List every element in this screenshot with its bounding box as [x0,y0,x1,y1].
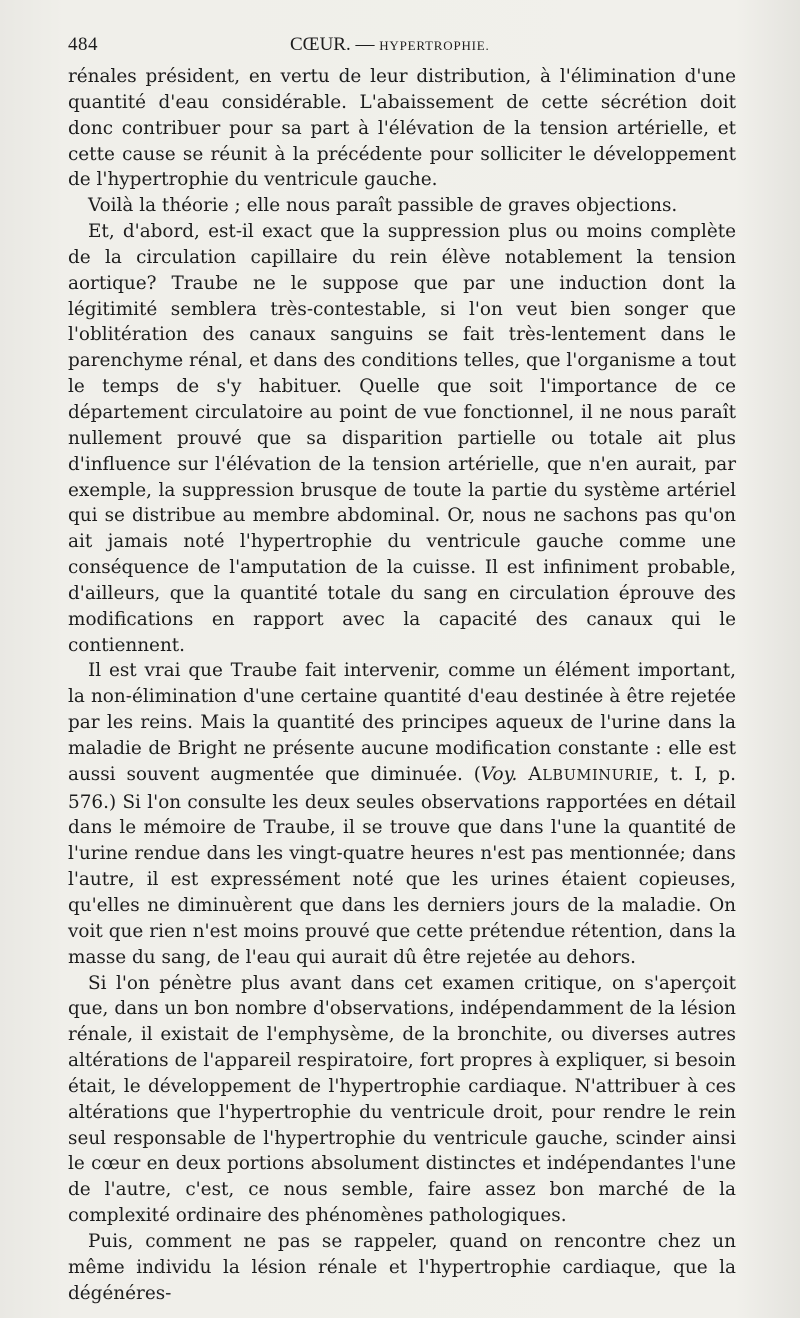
paragraph [68,193,736,219]
paragraph-text: Il est vrai que Traube fait intervenir, comme un élément important, la non-élimination d'une certaine quantité d'eau destinée à être rejetée par les reins. Mais la quantité des principes aqueux de l'urine dans la maladie de Bright ne présente aucune modification constante : elle est aussi souvent augmentée que diminuée. ( [68,660,736,785]
running-title [290,34,490,56]
paragraph-text [517,764,528,785]
running-title-separator: — [355,34,375,55]
cross-reference: ALBUMINURIE [528,763,654,785]
citation-voy: Voy. [480,763,518,785]
paragraph-text: Voilà la théorie ; elle nous paraît passible de graves objections. [88,195,678,217]
paragraph-text: rénales président, en vertu de leur distribution, à l'élimination d'une quantité d'eau considérable. L'abaissement de cette sécrétion doit donc contribuer pour sa part à l'élévation de la tension artérielle, et cette cause se réunit à la précédente pour solliciter le développement de l'hypertrophie du ventricule gauche. [68,66,736,191]
paragraph [68,1229,736,1307]
running-header [68,30,734,60]
page-number: 484 [68,34,98,55]
running-title-main: CŒUR. [290,34,351,55]
running-title-sub: HYPERTROPHIE. [379,38,490,53]
paragraph-text: , t. I, p. 576.) Si l'on consulte les deux seules observations rapportées en détail dans le mémoire de Traube, il se trouve que dans l'une la quantité de l'urine rendue dans les vingt-quatre heures n'est pas mentionnée; dans l'autre, il est expressément noté que les urines étaient copieuses, qu'elles ne diminuèrent que dans les derniers jours de la maladie. On voit que rien n'est moins prouvé que cette prétendue rétention, dans la masse du sang, de l'eau qui aurait dû être rejetée au dehors. [68,763,736,968]
paragraph-continued [68,64,736,193]
paragraph [68,658,736,970]
paragraph-text: Et, d'abord, est-il exact que la suppression plus ou moins complète de la circulation capillaire du rein élève notablement la tension aortique? Traube ne le suppose que par une induction dont la légitimité semblera très-contestable, si l'on veut bien songer que l'oblitération des canaux sanguins se fait très-lentement dans le parenchyme rénal, et dans des conditions telles, que l'organisme a tout le temps de s'y habituer. Quelle que soit l'importance de ce département circulatoire au point de vue fonctionnel, il ne nous paraît nullement prouvé que sa disparition partielle ou totale ait plus d'influence sur l'élévation de la tension artérielle, que n'en aurait, par exemple, la suppression brusque de toute la partie du système artériel qui se distribue au membre abdominal. Or, nous ne sachons pas qu'on ait jamais noté l'hypertrophie du ventricule gauche comme une conséquence de l'amputation de la cuisse. Il est infiniment probable, d'ailleurs, que la quantité totale du sang en circulation éprouve des modifications en rapport avec la capacité des canaux qui le contiennent. [68,221,736,656]
paragraph [68,971,736,1229]
paragraph [68,219,736,658]
paragraph-text: Puis, comment ne pas se rappeler, quand on rencontre chez un même individu la lésion rénale et l'hypertrophie cardiaque, que la dégénéres- [68,1230,736,1304]
body-text [68,64,736,1307]
paragraph-text: Si l'on pénètre plus avant dans cet examen critique, on s'aperçoit que, dans un bon nombre d'observations, indépendamment de la lésion rénale, il existait de l'emphysème, de la bronchite, ou diverses autres altérations de l'appareil respiratoire, fort propres à expliquer, si besoin était, le développement de l'hypertrophie cardiaque. N'attribuer à ces altérations que l'hypertrophie du ventricule droit, pour rendre le rein seul responsable de l'hypertrophie du ventricule gauche, scinder ainsi le cœur en deux portions absolument distinctes et indépendantes l'une de l'autre, c'est, ce nous semble, faire assez bon marché de la complexité ordinaire des phénomènes pathologiques. [68,972,736,1227]
